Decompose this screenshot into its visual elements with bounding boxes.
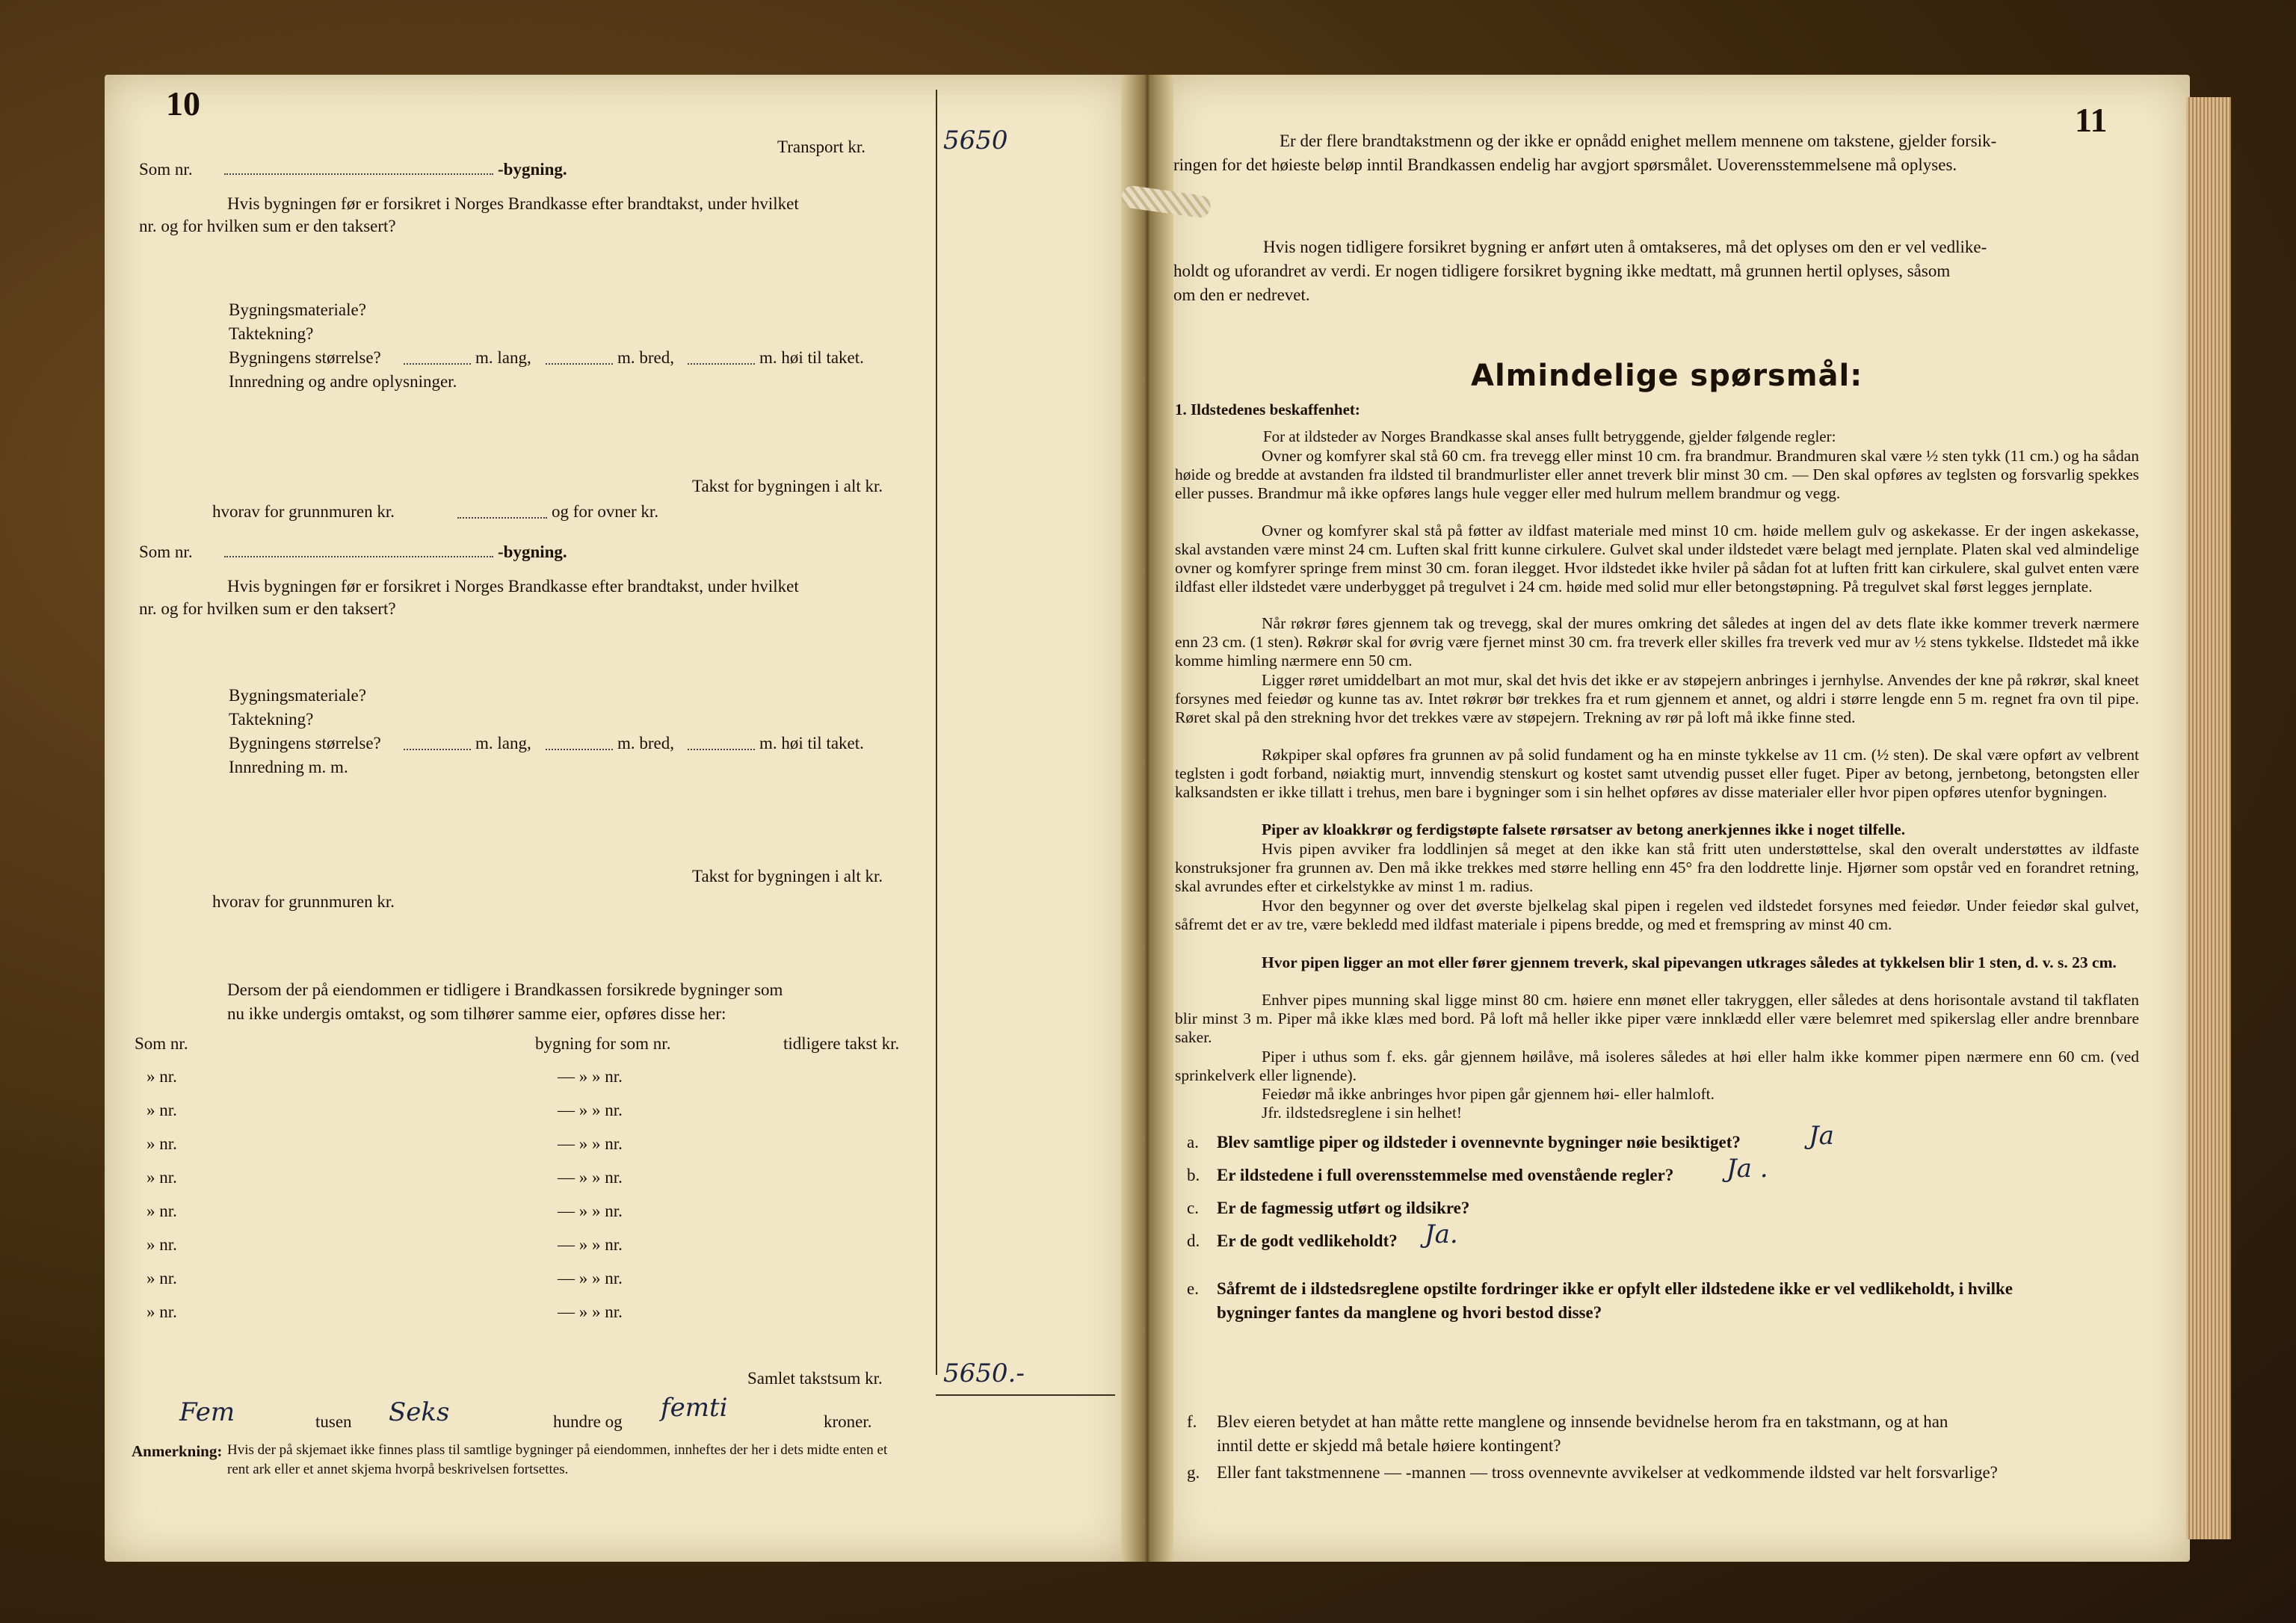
- takst-label-2: Takst for bygningen i alt kr.: [692, 867, 883, 885]
- m-lang-1: m. lang,: [475, 348, 531, 367]
- question-e-2: bygninger fantes da manglene og hvori bestod disse?: [1217, 1303, 1602, 1322]
- m-hoi-2: m. høi til taket.: [759, 734, 864, 752]
- dotted-line: [546, 363, 613, 365]
- intro2-line-2: holdt og uforandret av verdi. Er nogen tidligere forsikret bygning ikke medtatt, må grunnen hertil oplyses, såsom: [1173, 262, 1951, 280]
- list-row-mid: — » » nr.: [558, 1269, 623, 1287]
- rule-ligger: Ligger røret umiddelbart an mot mur, skal det hvis det ikke er av støpejern anbringes i jernhylse. Anvendes der kne på røkrør, skal kneet forsynes med feiedør og kunne tas av. Intet røkrør bør trekkes fra et rum gjennem et annet, og aldri i større lengde enn 5 m. regnet fra ovn til pipe. Røret skal på den strekning hvor det trekkes være av støpejern. Trekning av rør på loft må ikke finne sted.: [1175, 671, 2139, 726]
- question-insured-2b: nr. og for hvilken sum er den taksert?: [139, 599, 396, 618]
- question-g-label: g.: [1187, 1463, 1200, 1482]
- question-b-label: b.: [1187, 1166, 1200, 1184]
- som-nr-1: Som nr.: [139, 160, 193, 179]
- page-edge: [2186, 97, 2231, 1539]
- amount-words-tens: femti: [661, 1393, 728, 1423]
- question-insured-1b: nr. og for hvilken sum er den taksert?: [139, 217, 396, 235]
- hvorav-grunnmur-1: hvorav for grunnmuren kr.: [212, 502, 395, 521]
- list-row: » nr.: [146, 1101, 177, 1119]
- list-row-mid: — » » nr.: [558, 1101, 623, 1119]
- question-c: Er de fagmessig utført og ildsikre?: [1217, 1199, 1470, 1217]
- question-a-label: a.: [1187, 1133, 1199, 1151]
- dersom-text-1: Dersom der på eiendommen er tidligere i Brandkassen forsikrede bygninger som: [227, 980, 783, 999]
- building-material-2: Bygningsmateriale?: [229, 686, 366, 705]
- list-tidligere-takst: tidligere takst kr.: [783, 1034, 900, 1053]
- interior-1: Innredning og andre oplysninger.: [229, 372, 457, 391]
- page-number-right: 11: [2075, 101, 2108, 139]
- question-d-label: d.: [1187, 1231, 1200, 1250]
- intro-line-2: ringen for det høieste beløp inntil Brandkassen endelig har avgjort spørsmålet. Uoverensstemmelsene må oplyses.: [1173, 155, 1957, 174]
- dersom-text-2: nu ikke undergis omtakst, og som tilhører samme eier, opføres disse her:: [227, 1004, 726, 1023]
- interior-2: Innredning m. m.: [229, 758, 348, 776]
- rule-feiedor: Feiedør må ikke anbringes hvor pipen går gjennem høi- eller halmloft.: [1262, 1085, 1715, 1103]
- question-b: Er ildstedene i full overensstemmelse med ovenstående regler?: [1217, 1166, 1674, 1184]
- takst-label-1: Takst for bygningen i alt kr.: [692, 477, 883, 495]
- list-som-nr: Som nr.: [135, 1034, 188, 1053]
- anmerkning-text-1: Hvis der på skjemaet ikke finnes plass til samtlige bygninger på eiendommen, innheftes der her i dets midte enten et: [227, 1442, 888, 1458]
- intro-line-1: Er der flere brandtakstmenn og der ikke er opnådd enighet mellem mennene om takstene, gjelder forsik-: [1280, 132, 1997, 150]
- amount-words-hundreds: Seks: [389, 1397, 450, 1427]
- dotted-line: [546, 749, 613, 750]
- dotted-line: [224, 173, 493, 175]
- m-lang-2: m. lang,: [475, 734, 531, 752]
- transport-label: Transport kr.: [777, 137, 865, 156]
- m-hoi-1: m. høi til taket.: [759, 348, 864, 367]
- question-insured-1a: Hvis bygningen før er forsikret i Norges Brandkasse efter brandtakst, under hvilket: [227, 194, 799, 213]
- left-page: [105, 75, 1129, 1562]
- roofing-2: Taktekning?: [229, 710, 314, 729]
- answer-b: Ja .: [1726, 1154, 1768, 1184]
- tusen-label: tusen: [315, 1412, 352, 1431]
- rule-treverk: Hvor pipen ligger an mot eller fører gjennem treverk, skal pipevangen utkrages således at tykkelsen blir 1 sten, d. v. s. 23 cm.: [1262, 953, 2117, 971]
- list-row-mid: — » » nr.: [558, 1202, 623, 1220]
- list-row: » nr.: [146, 1168, 177, 1187]
- intro2-line-1: Hvis nogen tidligere forsikret bygning er anført uten å omtakseres, må det oplyses om den er vel vedlike-: [1263, 238, 1987, 256]
- question-g: Eller fant takstmennene — -mannen — tross ovennevnte avvikelser at vedkommende ildsted var helt forsvarlige?: [1217, 1463, 1998, 1482]
- list-row-mid: — » » nr.: [558, 1134, 623, 1153]
- som-nr-2: Som nr.: [139, 542, 193, 561]
- question-f-label: f.: [1187, 1412, 1197, 1431]
- rule-rokror: Når røkrør føres gjennem tak og trevegg, skal der mures omkring det således at ingen del av dets flate ikke kommer treverk nærmere enn 23 cm. (1 sten). Røkrør skal for øvrig være fjernet minst 30 cm. fra treverk eller skilles fra treverk ved mur av ½ stens tykkelse. Ildstedet må ikke komme himling nærmere enn 50 cm.: [1175, 614, 2139, 670]
- sum-underline: [936, 1394, 1115, 1396]
- hundre-og-label: hundre og: [553, 1412, 623, 1431]
- rule-ovner-2: Ovner og komfyrer skal stå på føtter av ildfast materiale med minst 10 cm. høide mellem gulv og askekasse. Er der ingen askekasse, skal avstanden være minst 24 cm. Luften skal fritt kunne cirkulere. Gulvet skal under ildstedet være belagt med jernplate. Platen skal ved almindelige ovner og komfyrer springe frem minst 30 cm. foran ilegget. Hvor ildstedet ikke hviler på sådan fot at luften fritt kan cirkulere, skal gulvet enten være ildfast eller ildstedet være underbygget på tregulvet i 24 cm. høide med solid mur eller betongstøpning. På tregulvet skal først legges jernplate.: [1175, 522, 2139, 596]
- dotted-line: [688, 749, 755, 750]
- question-f-2: inntil dette er skjedd må betale høiere kontingent?: [1217, 1436, 1561, 1455]
- list-row-mid: — » » nr.: [558, 1067, 623, 1086]
- question-insured-2a: Hvis bygningen før er forsikret i Norges Brandkasse efter brandtakst, under hvilket: [227, 577, 799, 596]
- rule-rokpiper: Røkpiper skal opføres fra grunnen av på solid fundament og ha en minste tykkelse av 11 cm. (½ sten). De skal være opført av velbrent teglsten i godt forband, nøiaktig murt, innvendig stenskurt og kostet samt utvendig pusset eller fuget. Piper av betong, jernbetong, betongsten eller kalksandsten er ikke tillatt i trehus, men bare i bygninger som i sin helhet opføres av disse materialer eller hvor pipen opføres utenfor bygningen.: [1175, 746, 2139, 801]
- rule-enhver: Enhver pipes munning skal ligge minst 80 cm. høiere enn mønet eller takryggen, eller således at dens horisontale avstand til takflaten blir minst 3 m. Piper må ikke klæs med bord. På loft må heller ikke piper være innklædd eller være belemret med spikerslag eller andre brennbare saker.: [1175, 991, 2139, 1046]
- rule-kloakk: Piper av kloakkrør og ferdigstøpte falsete rørsatser av betong anerkjennes ikke i noget tilfelle.: [1262, 820, 1906, 838]
- anmerkning-label: Anmerkning:: [132, 1442, 223, 1460]
- list-row: » nr.: [146, 1235, 177, 1254]
- intro2-line-3: om den er nedrevet.: [1173, 285, 1310, 304]
- list-row: » nr.: [146, 1067, 177, 1086]
- m-bred-1: m. bred,: [617, 348, 675, 367]
- list-row: » nr.: [146, 1134, 177, 1153]
- bygning-label-1: -bygning.: [498, 160, 567, 179]
- dotted-line: [688, 363, 755, 365]
- building-size-1: Bygningens størrelse?: [229, 348, 381, 367]
- roofing-1: Taktekning?: [229, 324, 314, 343]
- question-c-label: c.: [1187, 1199, 1199, 1217]
- question-e-label: e.: [1187, 1279, 1199, 1298]
- rule-uthus: Piper i uthus som f. eks. går gjennem høilåve, må isoleres således at høi eller halm ikke kommer pipen nærmere enn 60 cm. (ved sprinkelverk eller lignende).: [1175, 1048, 2139, 1084]
- column-divider: [936, 90, 937, 1375]
- section-1-title: 1. Ildstedenes beskaffenhet:: [1175, 401, 1360, 418]
- answer-a: Ja: [1809, 1121, 1834, 1151]
- building-material-1: Bygningsmateriale?: [229, 300, 366, 319]
- samlet-takstsum-value: 5650.-: [943, 1358, 1025, 1388]
- hvorav-grunnmur-2: hvorav for grunnmuren kr.: [212, 892, 395, 911]
- samlet-takstsum-label: Samlet takstsum kr.: [747, 1369, 883, 1388]
- question-d: Er de godt vedlikeholdt?: [1217, 1231, 1398, 1250]
- rule-jfr: Jfr. ildstedsreglene i sin helhet!: [1262, 1104, 1463, 1122]
- right-page: [1162, 75, 2190, 1562]
- list-row-mid: — » » nr.: [558, 1168, 623, 1187]
- building-size-2: Bygningens størrelse?: [229, 734, 381, 752]
- amount-words-thousands: Fem: [179, 1397, 235, 1427]
- anmerkning-text-2: rent ark eller et annet skjema hvorpå beskrivelsen fortsettes.: [227, 1462, 569, 1477]
- page-number-left: 10: [166, 84, 200, 123]
- answer-d: Ja.: [1425, 1219, 1458, 1249]
- list-row: » nr.: [146, 1202, 177, 1220]
- question-a: Blev samtlige piper og ildsteder i ovennevnte bygninger nøie besiktiget?: [1217, 1133, 1741, 1151]
- list-row-mid: — » » nr.: [558, 1302, 623, 1321]
- list-row: » nr.: [146, 1269, 177, 1287]
- rule-begynner: Hvor den begynner og over det øverste bjelkelag skal pipen i regelen ved ildstedet forsynes med feiedør. Under feiedør skal gulvet, såfremt det er av tre, være bekledd med ildfast materiale i pipens bredde, og med et fremspring av minst 40 cm.: [1175, 897, 2139, 933]
- book-gutter: [1121, 75, 1173, 1562]
- og-for-ovner: og for ovner kr.: [552, 502, 659, 521]
- m-bred-2: m. bred,: [617, 734, 675, 752]
- list-row: » nr.: [146, 1302, 177, 1321]
- question-e-1: Såfremt de i ildstedsreglene opstilte fordringer ikke er opfylt eller ildstedene ikke er vel vedlikeholdt, i hvilke: [1217, 1279, 2013, 1298]
- dotted-line: [224, 556, 493, 557]
- rules-intro: For at ildsteder av Norges Brandkasse skal anses fullt betryggende, gjelder følgende regler:: [1263, 427, 1836, 445]
- bygning-label-2: -bygning.: [498, 542, 567, 561]
- rule-ovner: Ovner og komfyrer skal stå 60 cm. fra trevegg eller minst 10 cm. fra brandmur. Brandmuren skal være ½ sten tykk (11 cm.) og ha sådan høide og bredde at avstanden fra ildsted til brandmurlister eller annet treverk blir minst 30 cm. — Den skal opføres av teglsten og forsvarlig spekkes eller pusses. Brandmur må ikke opføres langs hule vegger eller med hulrum mellem brandmur og vegg.: [1175, 447, 2139, 502]
- list-bygning-for: bygning for som nr.: [535, 1034, 671, 1053]
- question-f-1: Blev eieren betydet at han måtte rette manglene og innsende bevidnelse herom fra en takstmann, og at han: [1217, 1412, 1948, 1431]
- list-row-mid: — » » nr.: [558, 1235, 623, 1254]
- transport-value: 5650: [943, 126, 1008, 155]
- dotted-line: [404, 363, 471, 365]
- section-heading: Almindelige spørsmål:: [1471, 359, 1863, 393]
- rule-avviker: Hvis pipen avviker fra loddlinjen så meget at den ikke kan stå fritt uten understøttelse, skal den overalt understøttes av ildfaste konstruksjoner fra grunnen av. Den må ikke trekkes med større helling enn 45° fra den loddrette linje. Hjørner som opstår ved en forandret retning, skal avrundes efter et cirkelstykke av minst 1 m. radius.: [1175, 840, 2139, 895]
- dotted-line: [457, 517, 547, 519]
- dotted-line: [404, 749, 471, 750]
- kroner-label: kroner.: [824, 1412, 872, 1431]
